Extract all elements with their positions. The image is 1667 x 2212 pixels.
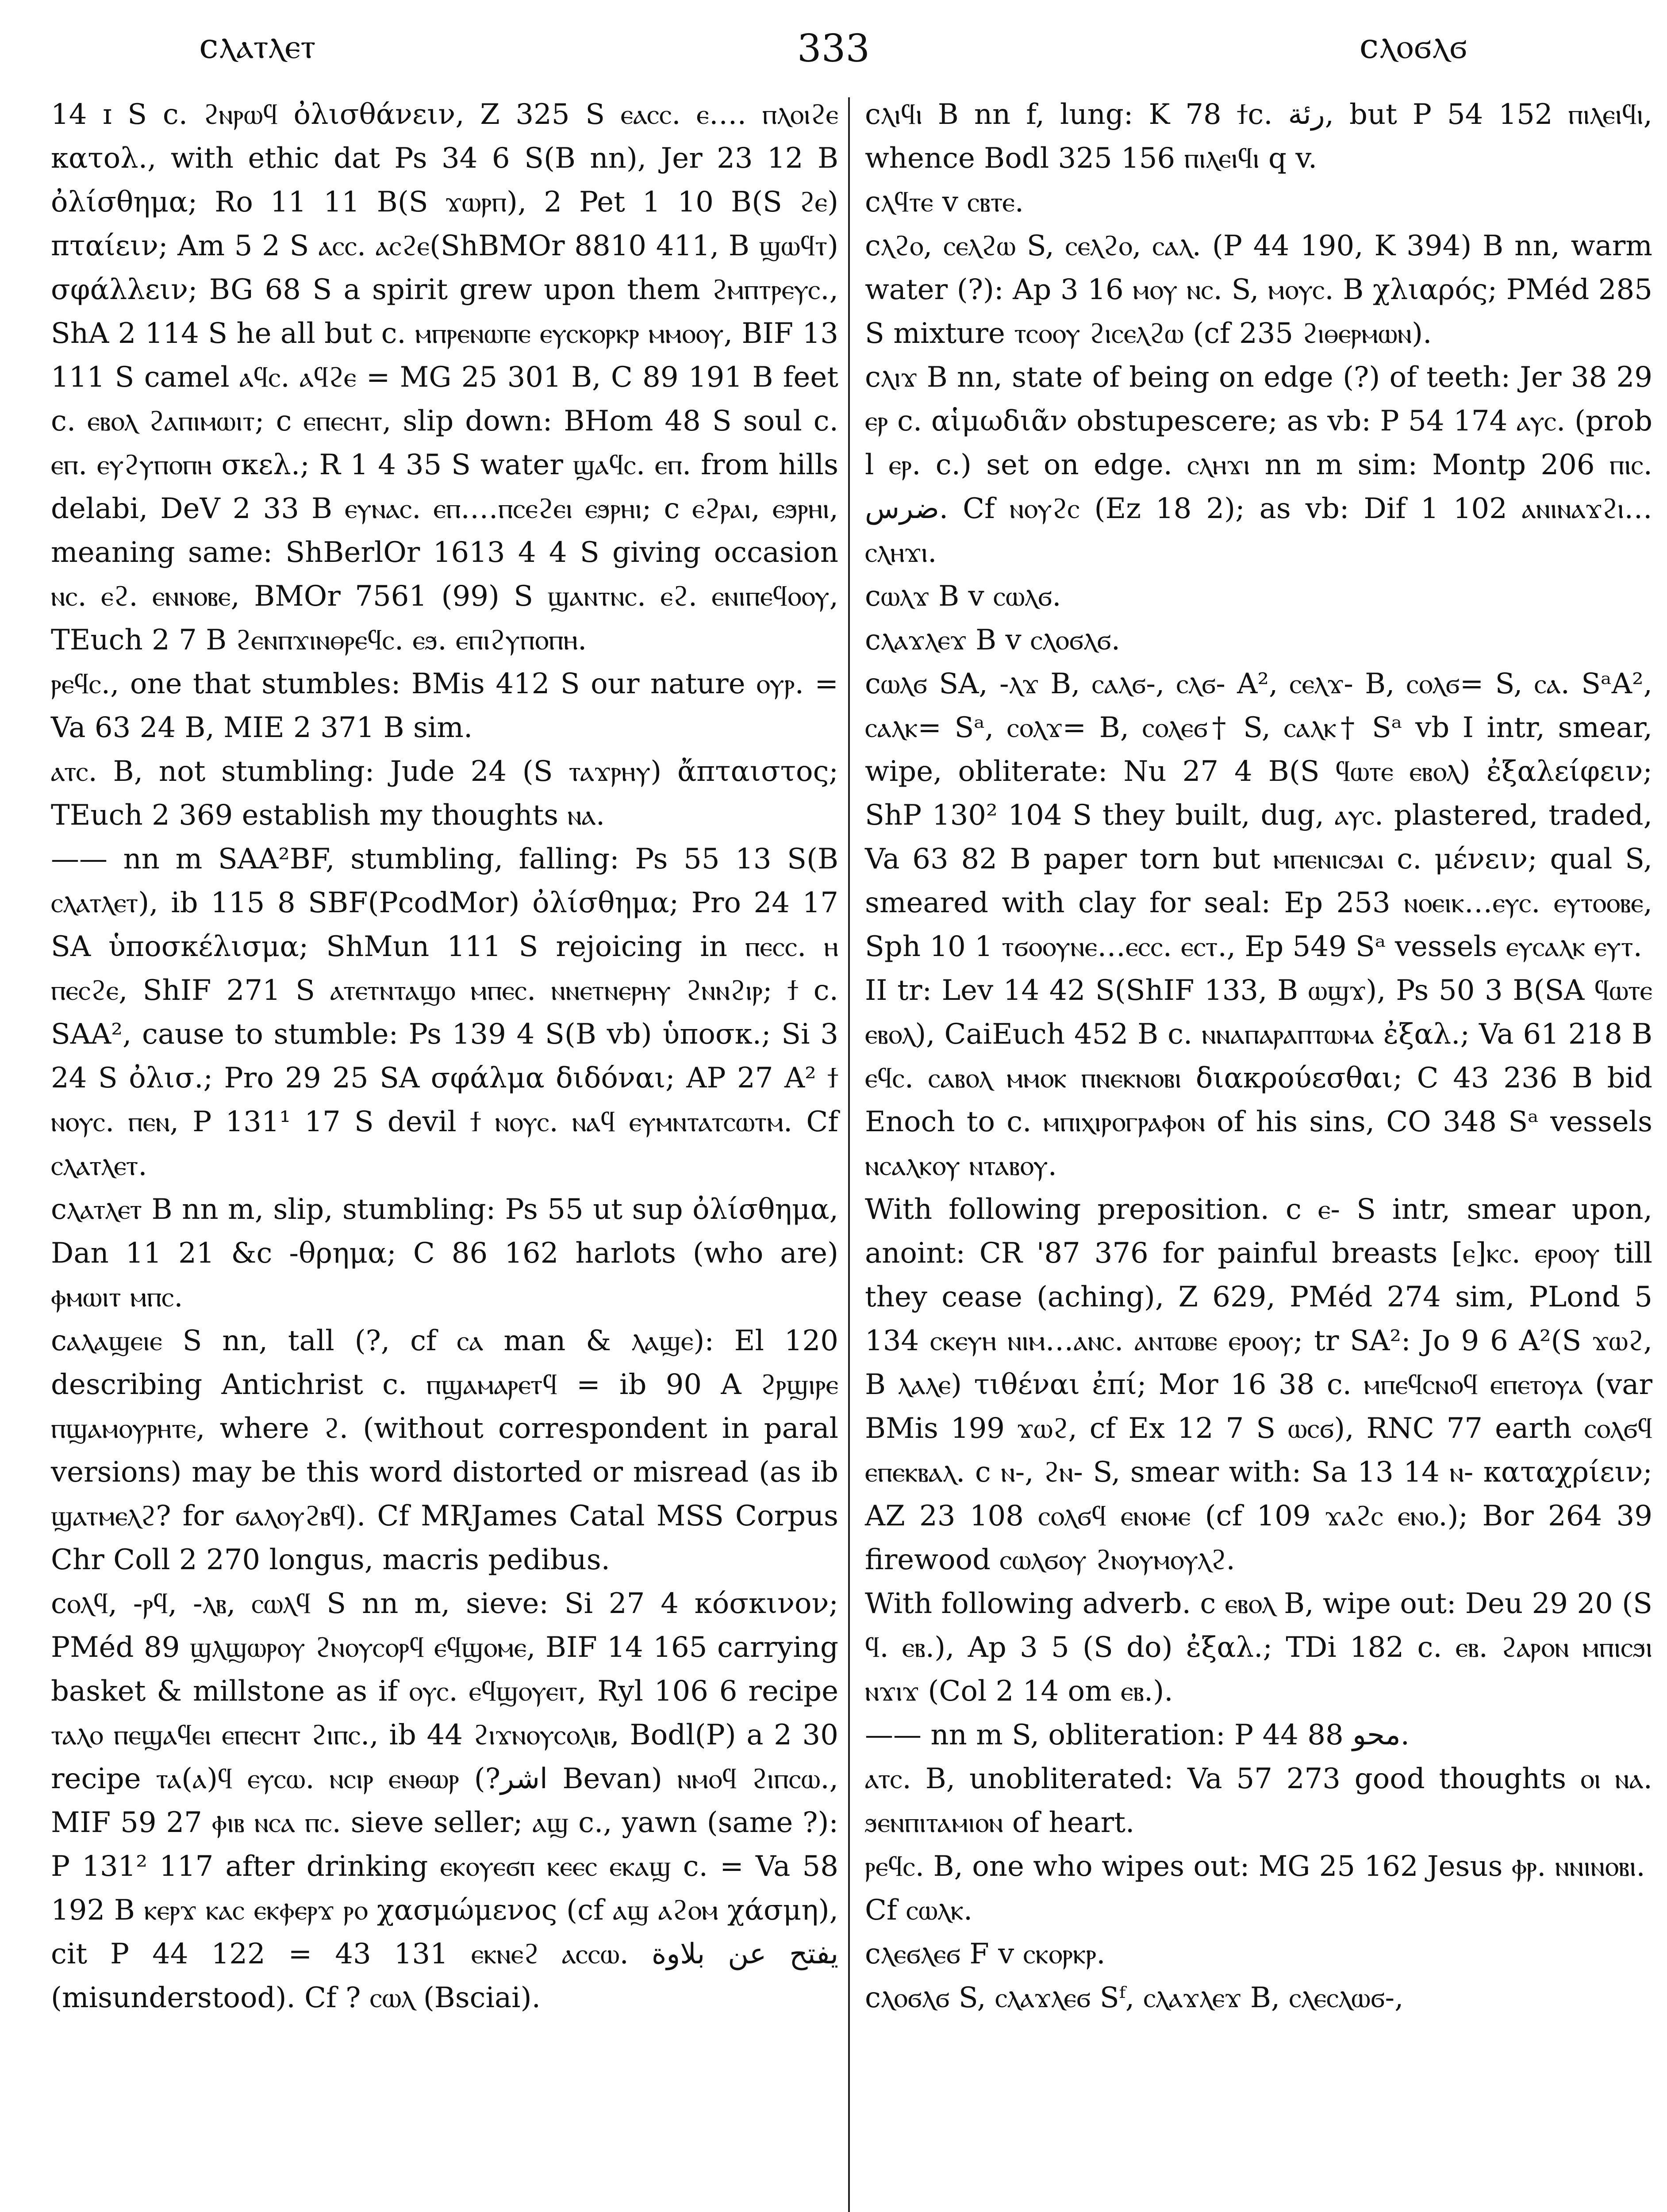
entry-paragraph: —— nn m S, obliteration: P 44 88 محو. [865, 1719, 1410, 1751]
right-running-head: ϲⲗⲟϭⲗϭ [1359, 27, 1468, 66]
entry-paragraph: ϲⲁⲗⲁϣⲉⲓⲉ S nn, tall (?, cf ⲥⲁ man & ⲗⲁϣⲉ): El 120 describing Antichrist c. ⲡϣⲁⲙⲁⲣⲉⲧϥ = ib 90 A ϩⲣϣⲓⲣⲉ ⲡϣⲁⲙⲟⲩⲣⲏⲧⲉ, where ϩ. (without correspondent in paral versions) may be this word distorted or misread (as ib ϣⲁⲧⲙⲉⲗϩ? for ϭⲁⲗⲟⲩϩⲃϥ). Cf MRJames Catal MSS Corpus Chr Coll 2 270 longus, macris pedibus. [51, 1325, 838, 1576]
left-column [51, 93, 838, 2020]
column-divider [848, 97, 850, 2212]
entry-paragraph: 14 ɪ S c. ϩⲛⲣⲱϥ ὀλισθάνειν, Z 325 S ⲉⲁⲥⲥ. ⲉ…. ⲡⲗⲟⲓϩⲉ κατολ., with ethic dat Ps 34 6 S(B nn), Jer 23 12 B ὀλίσθημα; Ro 11 11 B(S ϫⲱⲣⲡ), 2 Pet 1 10 B(S ϩⲉ) πταίειν; Am 5 2 S ⲁⲥⲥ. ⲁⲥϩⲉ(ShBMOr 8810 411, B ϣⲱϥⲧ) σφάλλειν; BG 68 S a spirit grew upon them ϩⲙⲡⲧⲣⲉⲩⲥ., ShA 2 114 S he all but c. ⲙⲡⲣⲉⲛⲱⲡⲉ ⲉⲩⲥⲕⲟⲣⲕⲣ ⲙⲙⲟⲟⲩ, BIF 13 111 S camel ⲁϥⲥ. ⲁϥϩⲉ = MG 25 301 B, C 89 191 B feet c. ⲉⲃⲟⲗ ϩⲁⲡⲓⲙⲱⲓⲧ; c ⲉⲡⲉⲥⲏⲧ, slip down: BHom 48 S soul c. ⲉⲡ. ⲉⲩϩⲩⲡⲟⲡⲏ σκελ.; R 1 4 35 S water ϣⲁϥⲥ. ⲉⲡ. from hills delabi, DeV 2 33 B ⲉⲩⲛⲁⲥ. ⲉⲡ.…ⲡⲥⲉϩⲉⲓ ⲉϧⲣⲏⲓ; c ⲉϩⲣⲁⲓ, ⲉϧⲣⲏⲓ, meaning same: ShBerlOr 1613 4 4 S giving occasion ⲛⲥ. ⲉϩ. ⲉⲛⲛⲟⲃⲉ, BMOr 7561 (99) S ϣⲁⲛⲧⲛⲥ. ⲉϩ. ⲉⲛⲓⲡⲉϥⲟⲟⲩ, TEuch 2 7 B ϩⲉⲛⲡϫⲓⲛⲑⲣⲉϥⲥ. ⲉϧ. ⲉⲡⲓϩⲩⲡⲟⲡⲏ. [51, 98, 838, 657]
entry-paragraph: ⲁⲧⲥ. B, not stumbling: Jude 24 (S ⲧⲁϫⲣⲏⲩ) ἄπταιστος; TEuch 2 369 establish my thoughts ⲛⲁ. [51, 755, 838, 832]
left-running-head: ϲⲗⲁⲧⲗⲉⲧ [199, 27, 317, 66]
page-number: 333 [797, 27, 870, 71]
entry-paragraph: ϲⲗⲁϫⲗⲉϫ B v ⲥⲗⲟϭⲗϭ. [865, 624, 1121, 657]
entry-paragraph: II tr: Lev 14 42 S(ShIF 133, B ⲱϣϫ), Ps 50 3 B(SA ϥⲱⲧⲉ ⲉⲃⲟⲗ), CaiEuch 452 B c. ⲛⲛⲁⲡⲁⲣⲁⲡⲧⲱⲙⲁ ἐξαλ.; Va 61 218 B ⲉϥⲥ. ⲥⲁⲃⲟⲗ ⲙⲙⲟⲕ ⲡⲛⲉⲕⲛⲟⲃⲓ διακρούεσθαι; C 43 236 B bid Enoch to c. ⲙⲡⲓⲭⲓⲣⲟⲅⲣⲁⲫⲟⲛ of his sins, CO 348 Sᵃ vessels ⲛⲥⲁⲗⲕⲟⲩ ⲛⲧⲁⲃⲟⲩ. [865, 974, 1652, 1182]
entry-paragraph: With following adverb. c ⲉⲃⲟⲗ B, wipe out: Deu 29 20 (S ϥ. ⲉⲃ.), Ap 3 5 (S do) ἐξαλ.; TDi 182 c. ⲉⲃ. ϩⲁⲣⲟⲛ ⲙⲡⲓⲥϧⲓ ⲛϫⲓϫ (Col 2 14 om ⲉⲃ.). [865, 1587, 1652, 1708]
entry-paragraph: ϲⲗⲉϭⲗⲉϭ F v ⲥⲕⲟⲣⲕⲣ. [865, 1938, 1106, 1970]
entry-paragraph: ϲⲗⲟϭⲗϭ S, ⲥⲗⲁϫⲗⲉϭ Sᶠ, ⲥⲗⲁϫⲗⲉϫ B, ⲥⲗⲉⲥⲗⲱϭ-, [865, 1982, 1404, 2014]
entry-paragraph: With following preposition. c ⲉ- S intr, smear upon, anoint: CR '87 376 for painful breasts [ⲉ]ⲕⲥ. ⲉⲣⲟⲟⲩ till they cease (aching), Z 629, PMéd 274 sim, PLond 5 134 ⲥⲕⲉⲩⲏ ⲛⲓⲙ…ⲁⲛⲥ. ⲁⲛⲧⲱⲃⲉ ⲉⲣⲟⲟⲩ; tr SA²: Jo 9 6 A²(S ϫⲱϩ, B ⲗⲁⲗⲉ) τιθέναι ἐπί; Mor 16 38 c. ⲙⲡⲉϥⲥⲛⲟϥ ⲉⲡⲉⲧⲟⲩⲁ (var BMis 199 ϫⲱϩ, cf Ex 12 7 S ⲱⲥϭ), RNC 77 earth ⲥⲟⲗϭϥ ⲉⲡⲉⲕⲃⲁⲗ. c ⲛ-, ϩⲛ- S, smear with: Sa 13 14 ⲛ- καταχρίειν; AZ 23 108 ⲥⲟⲗϭϥ ⲉⲛⲟⲙⲉ (cf 109 ϫⲁϩⲥ ⲉⲛⲟ.); Bor 264 39 firewood ⲥⲱⲗϭⲟⲩ ϩⲛⲟⲩⲙⲟⲩⲗϩ. [865, 1193, 1652, 1576]
entry-paragraph: ϲⲟⲗϥ, -ⲣϥ, -ⲗⲃ, ⲥⲱⲗϥ S nn m, sieve: Si 27 4 κόσκινον; PMéd 89 ϣⲗϣⲱⲣⲟⲩ ϩⲛⲟⲩⲥⲟⲣϥ ⲉϥϣⲟⲙⲉ, BIF 14 165 carrying basket & millstone as if ⲟⲩⲥ. ⲉϥϣⲟⲩⲉⲓⲧ, Ryl 106 6 recipe ⲧⲁⲗⲟ ⲡⲉϣⲁϥⲉⲓ ⲉⲡⲉⲥⲏⲧ ϩⲓⲡⲥ., ib 44 ϩⲓϫⲛⲟⲩⲥⲟⲗⲓⲃ, Bodl(P) a 2 30 recipe ⲧⲁ(ⲁ)ϥ ⲉⲩⲥⲱ. ⲛⲥⲓⲣ ⲉⲛⲑⲱⲣ (?اشر Bevan) ⲛⲙⲟϥ ϩⲓⲡⲥⲱ., MIF 59 27 ⲫⲓⲃ ⲛⲥⲁ ⲡⲥ. sieve seller; ⲁϣ c., yawn (same ?): P 131² 117 after drinking ⲉⲕⲟⲩⲉϭⲡ ⲕⲉⲉⲥ ⲉⲕⲁϣ c. = Va 58 192 B ⲕⲉⲣϫ ⲕⲁⲥ ⲉⲕⲫⲉⲣϫ ⲣⲟ χασμώμενος (cf ⲁϣ ⲁϩⲟⲙ χάσμη), cit P 44 122 = 43 131 ⲉⲕⲛⲉϩ ⲁⲥⲥⲱ. يفتح عن بلاوة (misunderstood). Cf ? ⲥⲱⲗ (Bsciai). [51, 1587, 839, 2014]
page-header [53, 27, 1614, 84]
entry-paragraph: ϲⲗⲁⲧⲗⲉⲧ B nn m, slip, stumbling: Ps 55 ut sup ὀλίσθημα, Dan 11 21 &c -θρημα; C 86 162 harlots (who are) ⲫⲙⲱⲓⲧ ⲙⲡⲥ. [51, 1193, 838, 1313]
entry-paragraph: ⲣⲉϥⲥ. B, one who wipes out: MG 25 162 Jesus ⲫⲣ. ⲛⲛⲓⲛⲟⲃⲓ. [865, 1850, 1645, 1883]
right-column [865, 93, 1652, 2020]
entry-paragraph: ϲⲱⲗϫ B v ⲥⲱⲗϭ. [865, 580, 1061, 613]
entry-paragraph: ϲⲗⲓϥⲓ B nn f, lung: K 78 ϯc. رئة, but P 54 152 ⲡⲓⲗⲉⲓϥⲓ, whence Bodl 325 156 ⲡⲓⲗⲉⲓϥⲓ q v. [865, 98, 1652, 175]
entry-paragraph: ϲⲗϥⲧⲉ v ⲥⲃⲧⲉ. [865, 186, 1024, 219]
entry-paragraph: ⲣⲉϥⲥ., one that stumbles: BMis 412 S our nature ⲟⲩⲣ. = Va 63 24 B, MIE 2 371 B sim. [51, 668, 838, 744]
entry-paragraph: Cf ⲥⲱⲗⲕ. [865, 1894, 973, 1927]
entry-paragraph: ϲⲗϩⲟ, ⲥⲉⲗϩⲱ S, ⲥⲉⲗϩⲟ, ⲥⲁⲗ. (P 44 190, K 394) B nn, warm water (?): Ap 3 16 ⲙⲟⲩ ⲛⲥ. S, ⲙⲟⲩⲥ. B χλιαρός; PMéd 285 S mixture ⲧⲥⲟⲟⲩ ϩⲓⲥⲉⲗϩⲱ (cf 235 ϩⲓⲑⲉⲣⲙⲱⲛ). [865, 230, 1652, 350]
entry-paragraph: ϲⲱⲗϭ SA, -ⲗϫ B, ⲥⲁⲗϭ-, ⲥⲗϭ- A², ⲥⲉⲗϫ- B, ⲥⲟⲗϭ= S, ⲥⲁ. SᵃA², ⲥⲁⲗⲕ= Sᵃ, ⲥⲟⲗϫ= B, ⲥⲟⲗⲉϭ† S, ⲥⲁⲗⲕ† Sᵃ vb I intr, smear, wipe, obliterate: Nu 27 4 B(S ϥⲱⲧⲉ ⲉⲃⲟⲗ) ἐξαλείφειν; ShP 130² 104 S they built, dug, ⲁⲩⲥ. plastered, traded, Va 63 82 B paper torn but ⲙⲡⲉⲛⲓⲥϧⲁⲓ c. μένειν; qual S, smeared with clay for seal: Ep 253 ⲛⲟⲉⲓⲕ…ⲉⲩⲥ. ⲉⲩⲧⲟⲟⲃⲉ, Sph 10 1 ⲧϭⲟⲟⲩⲛⲉ…ⲉⲥⲥ. ⲉⲥⲧ., Ep 549 Sᵃ vessels ⲉⲩⲥⲁⲗⲕ ⲉⲩⲧ. [865, 668, 1652, 963]
entry-paragraph: —— nn m SAA²BF, stumbling, falling: Ps 55 13 S(B ⲥⲗⲁⲧⲗⲉⲧ), ib 115 8 SBF(PcodMor) ὀλίσθημα; Pro 24 17 SA ὑποσκέλισμα; ShMun 111 S rejoicing in ⲡⲉⲥⲥ. ⲏ ⲡⲉⲥϩⲉ, ShIF 271 S ⲁⲧⲉⲧⲛⲧⲁϣⲟ ⲙⲡⲉⲥ. ⲛⲛⲉⲧⲛⲉⲣⲏⲩ ϩⲛⲛϩⲓⲣ; ϯ c. SAA², cause to stumble: Ps 139 4 S(B vb) ὑποσκ.; Si 3 24 S ὀλισ.; Pro 29 25 SA σφάλμα διδόναι; AP 27 A² ϯ ⲛⲟⲩⲥ. ⲡⲉⲛ, P 131¹ 17 S devil ϯ ⲛⲟⲩⲥ. ⲛⲁϥ ⲉⲩⲙⲛⲧⲁⲧⲥⲱⲧⲙ. Cf ⲥⲗⲁⲧⲗⲉⲧ. [51, 843, 838, 1182]
entry-paragraph: ϲⲗⲓϫ B nn, state of being on edge (?) of teeth: Jer 38 29 ⲉⲣ c. αἱμωδιᾶν obstupescere; as vb: P 54 174 ⲁⲩⲥ. (prob l ⲉⲣ. c.) set on edge. ⲥⲗⲏϫⲓ nn m sim: Montp 206 ⲡⲓⲥ. ضرس. Cf ⲛⲟⲩϩⲥ (Ez 18 2); as vb: Dif 1 102 ⲁⲛⲓⲛⲁϫϩⲓ…ⲥⲗⲏϫⲓ. [865, 361, 1652, 569]
entry-paragraph: ⲁⲧⲥ. B, unobliterated: Va 57 273 good thoughts ⲟⲓ ⲛⲁ. ϧⲉⲛⲡⲓⲧⲁⲙⲓⲟⲛ of heart. [865, 1763, 1652, 1839]
